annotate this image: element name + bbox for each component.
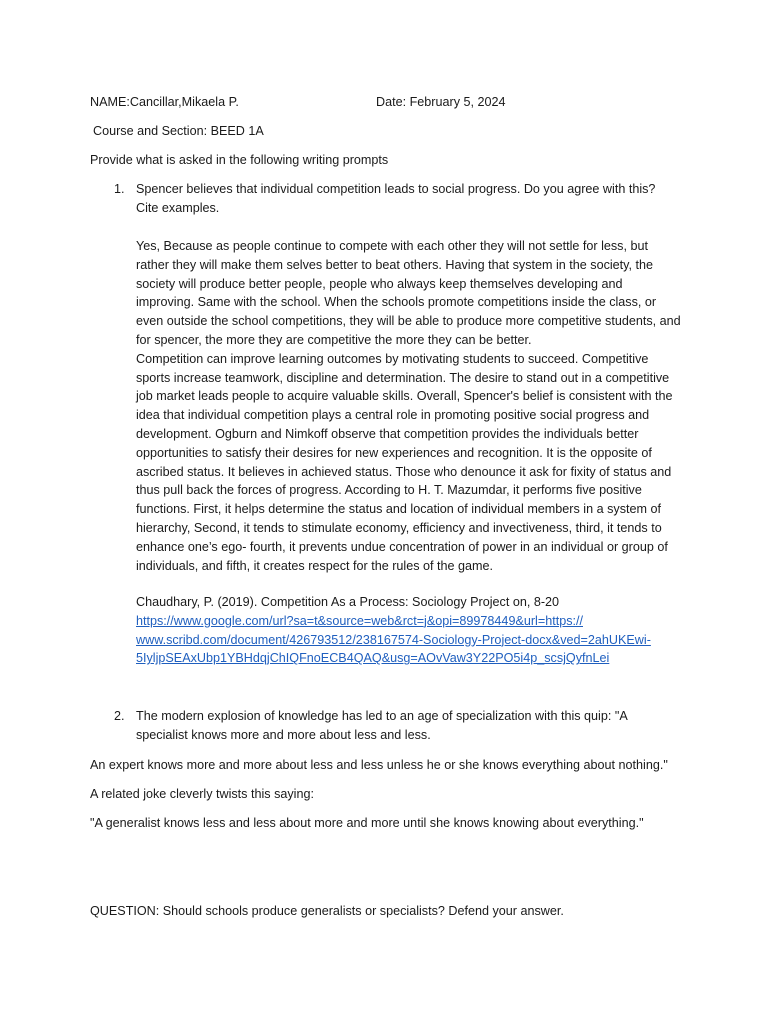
question-1-answer xyxy=(136,237,684,575)
course-section: Course and Section: BEED 1A xyxy=(93,124,264,138)
submission-date: Date: February 5, 2024 xyxy=(376,95,506,109)
generalist-quote: "A generalist knows less and less about more and more until she knows knowing about everything." xyxy=(90,816,644,830)
question-2-number: 2. xyxy=(114,709,125,723)
question-2-prompt: The modern explosion of knowledge has led to an age of specialization with this quip: "A specialist knows more and more about less and less. xyxy=(136,709,628,742)
student-name: NAME:Cancillar,Mikaela P. xyxy=(90,95,239,109)
citation-link[interactable] xyxy=(136,612,684,668)
related-joke-intro: A related joke cleverly twists this saying: xyxy=(90,787,314,801)
answer-paragraph-2: Competition can improve learning outcomes by motivating students to succeed. Competitive sports increase teamwork, discipline and determination. The desire to stand out in a competitive job market leads people to acquire valuable skills. Overall, Spencer's belief is consistent with the idea that individual competition plays a central role in promoting positive social progress and development. Ogburn and Nimkoff observe that competition provides the individuals better opportunities to satisfy their desires for new experiences and recognition. It is the opposite of ascribed status. It believes in achieved status. Those who denounce it ask for fixity of status and thus pull back the forces of progress. According to H. T. Mazumdar, it performs five positive functions. First, it helps determine the status and location of individual members in a system of hierarchy, Second, it tends to stimulate economy, efficiency and invectiveness, third, it tends to enhance one’s ego- fourth, it prevents undue concentration of power in an individual or group of individuals, and fifth, it creates respect for the rules of the game. xyxy=(136,351,673,573)
answer-paragraph-1: Yes, Because as people continue to compete with each other they will not settle for less, but rather they will make them selves better to beat others. Having that system in the society, the society will produce better people, people who always keep themselves developing and improving. Same with the school. When the schools promote competitions inside the class, or even outside the school competitions, they will be able to produce more competitive students, and for spencer, the more they are competitive the more they can be better. xyxy=(136,239,681,347)
prompt-instructions: Provide what is asked in the following writing prompts xyxy=(90,153,389,167)
question-1-prompt: Spencer believes that individual competition leads to social progress. Do you agree with this? Cite examples. xyxy=(136,182,656,215)
citation-text: Chaudhary, P. (2019). Competition As a Process: Sociology Project on, 8-20 xyxy=(136,595,560,609)
citation-link-line-3: 5IyljpSEAxUbp1YBHdqjChIQFnoECB4QAQ&usg=AOvVaw3Y22PO5i4p_scsjQyfnLei xyxy=(136,651,610,666)
citation-link-line-2: www.scribd.com/document/426793512/238167574-Sociology-Project-docx&ved=2ahUKEwi- xyxy=(136,632,651,647)
citation-block xyxy=(136,593,684,668)
question-2-ask: QUESTION: Should schools produce generalists or specialists? Defend your answer. xyxy=(90,904,564,918)
question-1-number: 1. xyxy=(114,182,125,196)
expert-quote: An expert knows more and more about less and less unless he or she knows everything about nothing." xyxy=(90,758,668,772)
citation-link-line-1: https://www.google.com/url?sa=t&source=web&rct=j&opi=89978449&url=https:// xyxy=(136,613,583,628)
